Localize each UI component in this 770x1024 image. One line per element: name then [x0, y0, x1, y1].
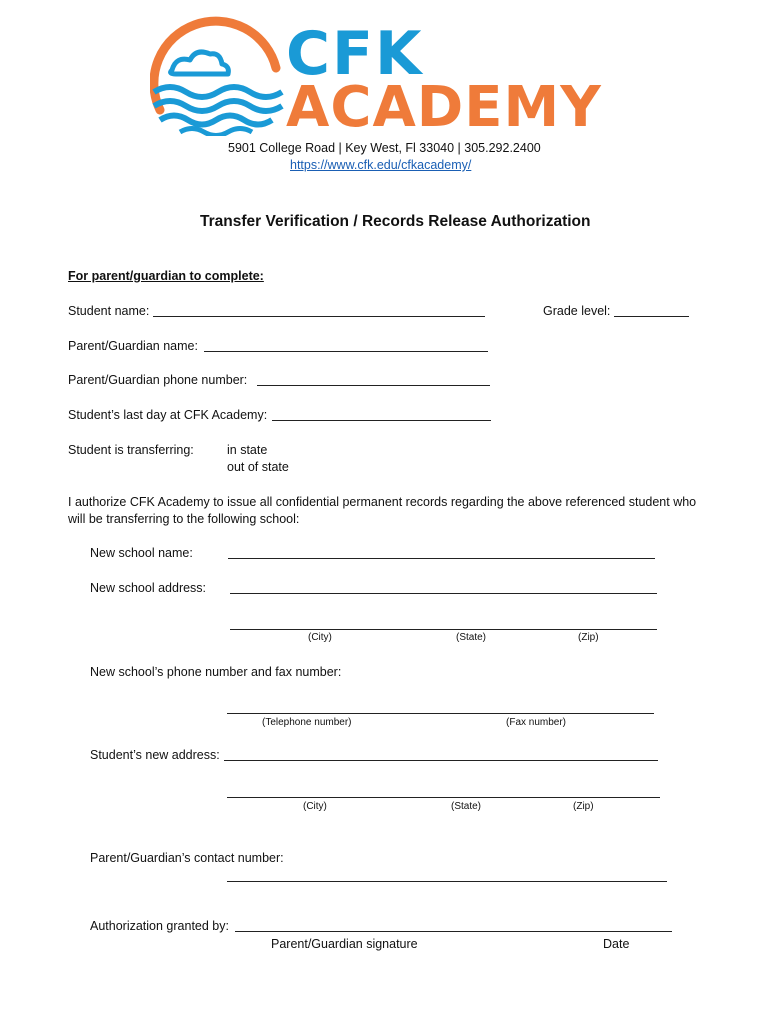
student-name-label: Student name:	[68, 304, 150, 318]
guardian-signature-caption: Parent/Guardian signature	[271, 937, 418, 951]
school-website-link[interactable]: https://www.cfk.edu/cfkacademy/	[290, 158, 472, 172]
date-caption: Date	[603, 937, 630, 951]
last-day-field[interactable]	[272, 420, 491, 421]
new-school-zip-caption: (Zip)	[578, 632, 599, 643]
authorization-granted-label: Authorization granted by:	[90, 919, 229, 933]
logo-wave-icon	[150, 14, 290, 136]
new-school-name-field[interactable]	[228, 558, 655, 559]
student-state-caption: (State)	[451, 801, 482, 812]
guardian-contact-field[interactable]	[227, 881, 667, 882]
new-school-phone-fax-field[interactable]	[227, 713, 654, 714]
guardian-name-field[interactable]	[204, 351, 488, 352]
fax-caption: (Fax number)	[506, 717, 567, 728]
student-name-field[interactable]	[153, 316, 485, 317]
student-city-state-zip-field[interactable]	[227, 797, 660, 798]
brand-name-line1: CFK	[286, 19, 424, 89]
section-heading: For parent/guardian to complete:	[68, 269, 264, 283]
guardian-name-label: Parent/Guardian name:	[68, 339, 198, 353]
transferring-label: Student is transferring:	[68, 443, 194, 457]
new-school-name-label: New school name:	[90, 546, 193, 560]
guardian-phone-label: Parent/Guardian phone number:	[68, 373, 248, 387]
brand-name-line2: ACADEMY	[286, 75, 602, 140]
student-new-address-label: Student’s new address:	[90, 748, 220, 762]
new-school-address-label: New school address:	[90, 581, 207, 595]
logo	[150, 14, 620, 140]
authorization-paragraph-line1: I authorize CFK Academy to issue all confidential permanent records regarding the above referenced student who	[68, 495, 697, 509]
student-city-caption: (City)	[303, 801, 327, 812]
new-school-state-caption: (State)	[456, 632, 487, 643]
student-zip-caption: (Zip)	[573, 801, 594, 812]
in-state-option[interactable]: in state	[227, 443, 268, 457]
telephone-caption: (Telephone number)	[262, 717, 352, 728]
school-address: 5901 College Road | Key West, Fl 33040 | 305.292.2400	[228, 141, 541, 155]
out-of-state-option[interactable]: out of state	[227, 460, 289, 474]
new-school-city-caption: (City)	[308, 632, 332, 643]
student-new-address-field[interactable]	[224, 760, 658, 761]
authorization-paragraph-line2: will be transferring to the following school:	[68, 512, 300, 526]
last-day-label: Student’s last day at CFK Academy:	[68, 408, 268, 422]
grade-level-field[interactable]	[614, 316, 689, 317]
new-school-city-state-zip-field[interactable]	[230, 629, 657, 630]
guardian-contact-label: Parent/Guardian’s contact number:	[90, 851, 284, 865]
grade-level-label: Grade level:	[543, 304, 611, 318]
guardian-phone-field[interactable]	[257, 385, 490, 386]
new-school-phone-fax-label: New school’s phone number and fax number:	[90, 665, 342, 679]
new-school-address-field[interactable]	[230, 593, 657, 594]
page-title: Transfer Verification / Records Release Authorization	[200, 213, 591, 230]
authorization-signature-field[interactable]	[235, 931, 672, 932]
